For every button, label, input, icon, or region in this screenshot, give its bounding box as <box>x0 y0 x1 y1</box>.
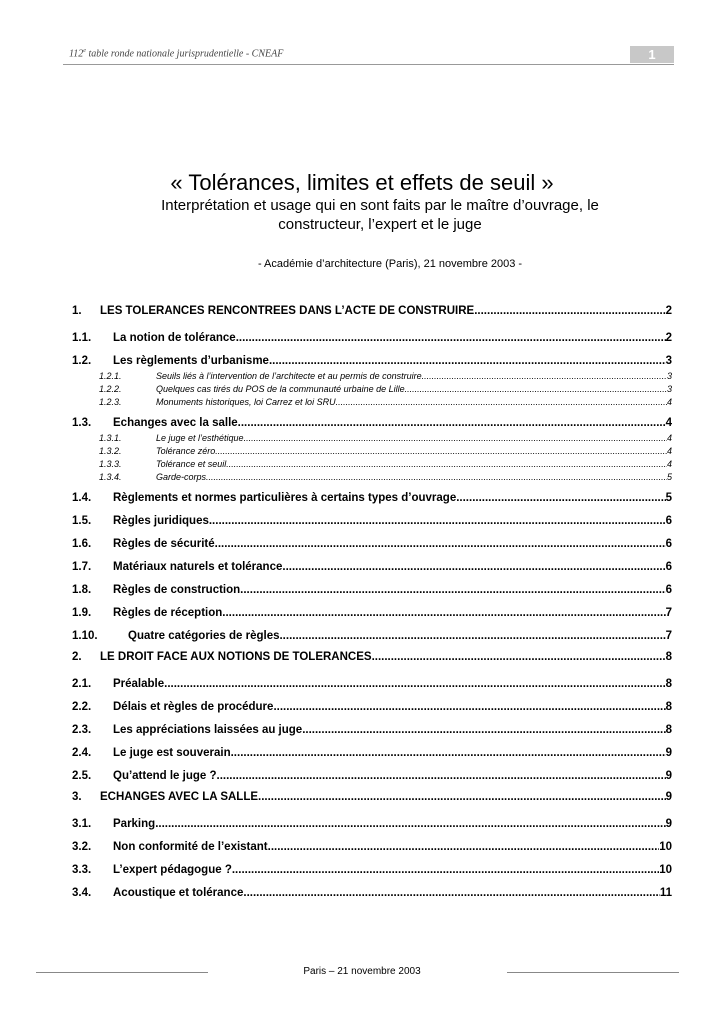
toc-leader-dots <box>217 770 666 782</box>
toc-entry-number: 1.2.1. <box>99 371 122 381</box>
toc-entry-label: Règles de construction <box>113 584 241 596</box>
toc-entry-page: 5 <box>665 492 672 504</box>
toc-entry-label: Préalable <box>113 678 165 690</box>
toc-entry[interactable] <box>70 630 672 646</box>
toc-entry-label: L’expert pédagogue ? <box>113 864 232 876</box>
toc-entry-page: 3 <box>666 384 672 394</box>
toc-entry-number: 1.5. <box>72 515 92 527</box>
toc-leader-dots <box>226 459 667 469</box>
toc-entry-label: Règles de réception <box>113 607 223 619</box>
toc-entry-label: Règlements et normes particulières à certains types d’ouvrage <box>113 492 457 504</box>
toc-entry-page: 3 <box>665 355 672 367</box>
toc-entry-label: Tolérance et seuil <box>156 459 227 469</box>
toc-entry[interactable] <box>70 397 672 410</box>
toc-leader-dots <box>302 724 665 736</box>
toc-entry-page: 4 <box>666 446 672 456</box>
toc-leader-dots <box>222 607 665 619</box>
toc-leader-dots <box>282 561 665 573</box>
toc-entry-number: 1.3.2. <box>99 446 122 456</box>
toc-entry-number: 1.2.2. <box>99 384 122 394</box>
toc-entry-label: Tolérance zéro <box>156 446 216 456</box>
toc-entry-number: 3.4. <box>72 887 92 899</box>
toc-leader-dots <box>422 371 667 381</box>
toc-entry-label: Le juge et l’esthétique <box>156 433 244 443</box>
toc-leader-dots <box>209 515 666 527</box>
event-line: - Académie d’architecture (Paris), 21 novembre 2003 - <box>257 258 523 270</box>
toc-entry-page: 3 <box>666 371 672 381</box>
toc-entry[interactable] <box>70 417 672 433</box>
toc-entry-number: 2. <box>72 651 82 663</box>
toc-entry-label: Quatre catégories de règles <box>128 630 280 642</box>
toc-leader-dots <box>231 747 666 759</box>
toc-entry-page: 6 <box>665 515 672 527</box>
toc-entry-number: 1.1. <box>72 332 92 344</box>
page-header <box>63 46 674 64</box>
toc-entry[interactable] <box>70 864 672 880</box>
toc-leader-dots <box>164 678 665 690</box>
toc-entry-page: 9 <box>665 770 672 782</box>
document-subtitle: Interprétation et usage qui en sont faits par le maître d’ouvrage, le constructeur, l’expert et le juge <box>161 197 599 233</box>
toc-leader-dots <box>244 433 667 443</box>
toc-entry-page: 6 <box>665 561 672 573</box>
toc-entry-label: Seuils liés à l’intervention de l’architecte et au permis de construire <box>156 371 422 381</box>
toc-entry[interactable] <box>70 724 672 740</box>
toc-entry[interactable] <box>70 305 672 325</box>
toc-entry-page: 4 <box>666 459 672 469</box>
toc-leader-dots <box>238 417 666 429</box>
toc-entry-page: 2 <box>665 305 672 317</box>
toc-entry-number: 2.3. <box>72 724 92 736</box>
toc-entry-number: 1.10. <box>72 630 98 642</box>
toc-entry-label: Acoustique et tolérance <box>113 887 244 899</box>
header-title <box>69 48 283 59</box>
toc-entry-label: ECHANGES AVEC LA SALLE <box>100 791 259 803</box>
toc-entry-number: 3.3. <box>72 864 92 876</box>
toc-entry[interactable] <box>70 459 672 472</box>
toc-leader-dots <box>215 446 667 456</box>
toc-leader-dots <box>232 864 659 876</box>
toc-entry-page: 5 <box>666 472 672 482</box>
toc-entry-label: Parking <box>113 818 156 830</box>
toc-entry[interactable] <box>70 678 672 694</box>
toc-entry[interactable] <box>70 472 672 485</box>
toc-entry-number: 1.3.3. <box>99 459 122 469</box>
toc-entry[interactable] <box>70 355 672 371</box>
toc-entry[interactable] <box>70 747 672 763</box>
toc-entry-number: 1.2. <box>72 355 92 367</box>
toc-leader-dots <box>215 538 666 550</box>
toc-entry-label: Délais et règles de procédure <box>113 701 274 713</box>
toc-entry-number: 2.5. <box>72 770 92 782</box>
toc-entry-page: 8 <box>665 724 672 736</box>
table-of-contents <box>70 300 672 903</box>
header-divider <box>63 64 674 65</box>
toc-entry[interactable] <box>70 887 672 903</box>
document-title: « Tolérances, limites et effets de seuil » <box>170 170 554 195</box>
toc-entry[interactable] <box>70 651 672 671</box>
toc-leader-dots <box>336 397 667 407</box>
toc-entry-label: Echanges avec la salle <box>113 417 238 429</box>
toc-entry-label: Non conformité de l’existant <box>113 841 268 853</box>
toc-entry-page: 9 <box>665 747 672 759</box>
toc-entry-label: Qu’attend le juge ? <box>113 770 217 782</box>
toc-entry[interactable] <box>70 561 672 577</box>
toc-entry[interactable] <box>70 515 672 531</box>
toc-entry-number: 1.8. <box>72 584 92 596</box>
toc-leader-dots <box>268 841 660 853</box>
toc-entry[interactable] <box>70 791 672 811</box>
toc-entry-label: Règles de sécurité <box>113 538 215 550</box>
toc-entry-page: 10 <box>659 864 672 876</box>
toc-entry-label: La notion de tolérance <box>113 332 236 344</box>
toc-entry-page: 9 <box>665 818 672 830</box>
toc-entry-page: 11 <box>659 887 672 899</box>
toc-entry-number: 2.1. <box>72 678 92 690</box>
header-title-number: 112 <box>69 48 84 60</box>
footer-divider-right <box>507 972 679 973</box>
toc-entry-number: 1. <box>72 305 82 317</box>
toc-entry-page: 4 <box>666 433 672 443</box>
toc-leader-dots <box>273 701 665 713</box>
toc-entry-number: 3.1. <box>72 818 92 830</box>
toc-entry[interactable] <box>70 446 672 459</box>
header-title-rest: table ronde nationale jurisprudentielle - CNEAF <box>85 48 284 60</box>
toc-entry[interactable] <box>70 384 672 397</box>
toc-entry-page: 7 <box>665 630 672 642</box>
toc-leader-dots <box>258 791 666 803</box>
toc-entry-page: 4 <box>666 397 672 407</box>
header-title-superscript: e <box>83 48 86 54</box>
toc-entry[interactable] <box>70 332 672 348</box>
toc-leader-dots <box>269 355 666 367</box>
toc-leader-dots <box>243 887 659 899</box>
toc-entry-page: 6 <box>665 584 672 596</box>
toc-entry-label: LES TOLERANCES RENCONTREES DANS L’ACTE DE CONSTRUIRE <box>100 305 475 317</box>
toc-entry-label: Règles juridiques <box>113 515 209 527</box>
toc-entry-page: 8 <box>665 678 672 690</box>
toc-entry-label: Le juge est souverain <box>113 747 231 759</box>
toc-entry-number: 3.2. <box>72 841 92 853</box>
toc-entry-number: 1.3.4. <box>99 472 122 482</box>
toc-leader-dots <box>240 584 665 596</box>
toc-leader-dots <box>456 492 665 504</box>
toc-entry-number: 1.7. <box>72 561 92 573</box>
toc-entry-label: Monuments historiques, loi Carrez et loi SRU <box>156 397 336 407</box>
toc-entry-number: 1.3. <box>72 417 92 429</box>
toc-leader-dots <box>474 305 665 317</box>
toc-leader-dots <box>206 472 667 482</box>
toc-leader-dots <box>155 818 665 830</box>
toc-entry[interactable] <box>70 538 672 554</box>
toc-entry[interactable] <box>70 841 672 857</box>
toc-leader-dots <box>405 384 667 394</box>
toc-entry-number: 1.6. <box>72 538 92 550</box>
toc-entry-number: 2.4. <box>72 747 92 759</box>
toc-entry-label: LE DROIT FACE AUX NOTIONS DE TOLERANCES <box>100 651 372 663</box>
toc-entry-number: 1.4. <box>72 492 92 504</box>
toc-entry[interactable] <box>70 818 672 834</box>
toc-entry-page: 8 <box>665 651 672 663</box>
toc-entry-number: 3. <box>72 791 82 803</box>
toc-entry-label: Quelques cas tirés du POS de la communauté urbaine de Lille <box>156 384 405 394</box>
toc-entry[interactable] <box>70 607 672 623</box>
toc-leader-dots <box>279 630 665 642</box>
toc-leader-dots <box>372 651 666 663</box>
toc-entry-page: 7 <box>665 607 672 619</box>
toc-entry[interactable] <box>70 770 672 786</box>
toc-entry[interactable] <box>70 492 672 508</box>
toc-entry-page: 9 <box>665 791 672 803</box>
toc-entry[interactable] <box>70 584 672 600</box>
toc-entry-number: 1.3.1. <box>99 433 122 443</box>
toc-entry-number: 2.2. <box>72 701 92 713</box>
toc-entry-label: Garde-corps <box>156 472 207 482</box>
toc-entry[interactable] <box>70 433 672 446</box>
toc-entry-number: 1.2.3. <box>99 397 122 407</box>
page-number-badge: 1 <box>630 46 674 63</box>
toc-entry-label: Matériaux naturels et tolérance <box>113 561 283 573</box>
toc-entry-page: 4 <box>665 417 672 429</box>
toc-entry-label: Les appréciations laissées au juge <box>113 724 303 736</box>
toc-entry-page: 2 <box>665 332 672 344</box>
toc-entry[interactable] <box>70 371 672 384</box>
toc-leader-dots <box>236 332 666 344</box>
page-footer: Paris – 21 novembre 2003 <box>303 966 421 977</box>
toc-entry-page: 10 <box>659 841 672 853</box>
toc-entry[interactable] <box>70 701 672 717</box>
toc-entry-label: Les règlements d’urbanisme <box>113 355 269 367</box>
toc-entry-number: 1.9. <box>72 607 92 619</box>
toc-entry-page: 8 <box>665 701 672 713</box>
toc-entry-page: 6 <box>665 538 672 550</box>
